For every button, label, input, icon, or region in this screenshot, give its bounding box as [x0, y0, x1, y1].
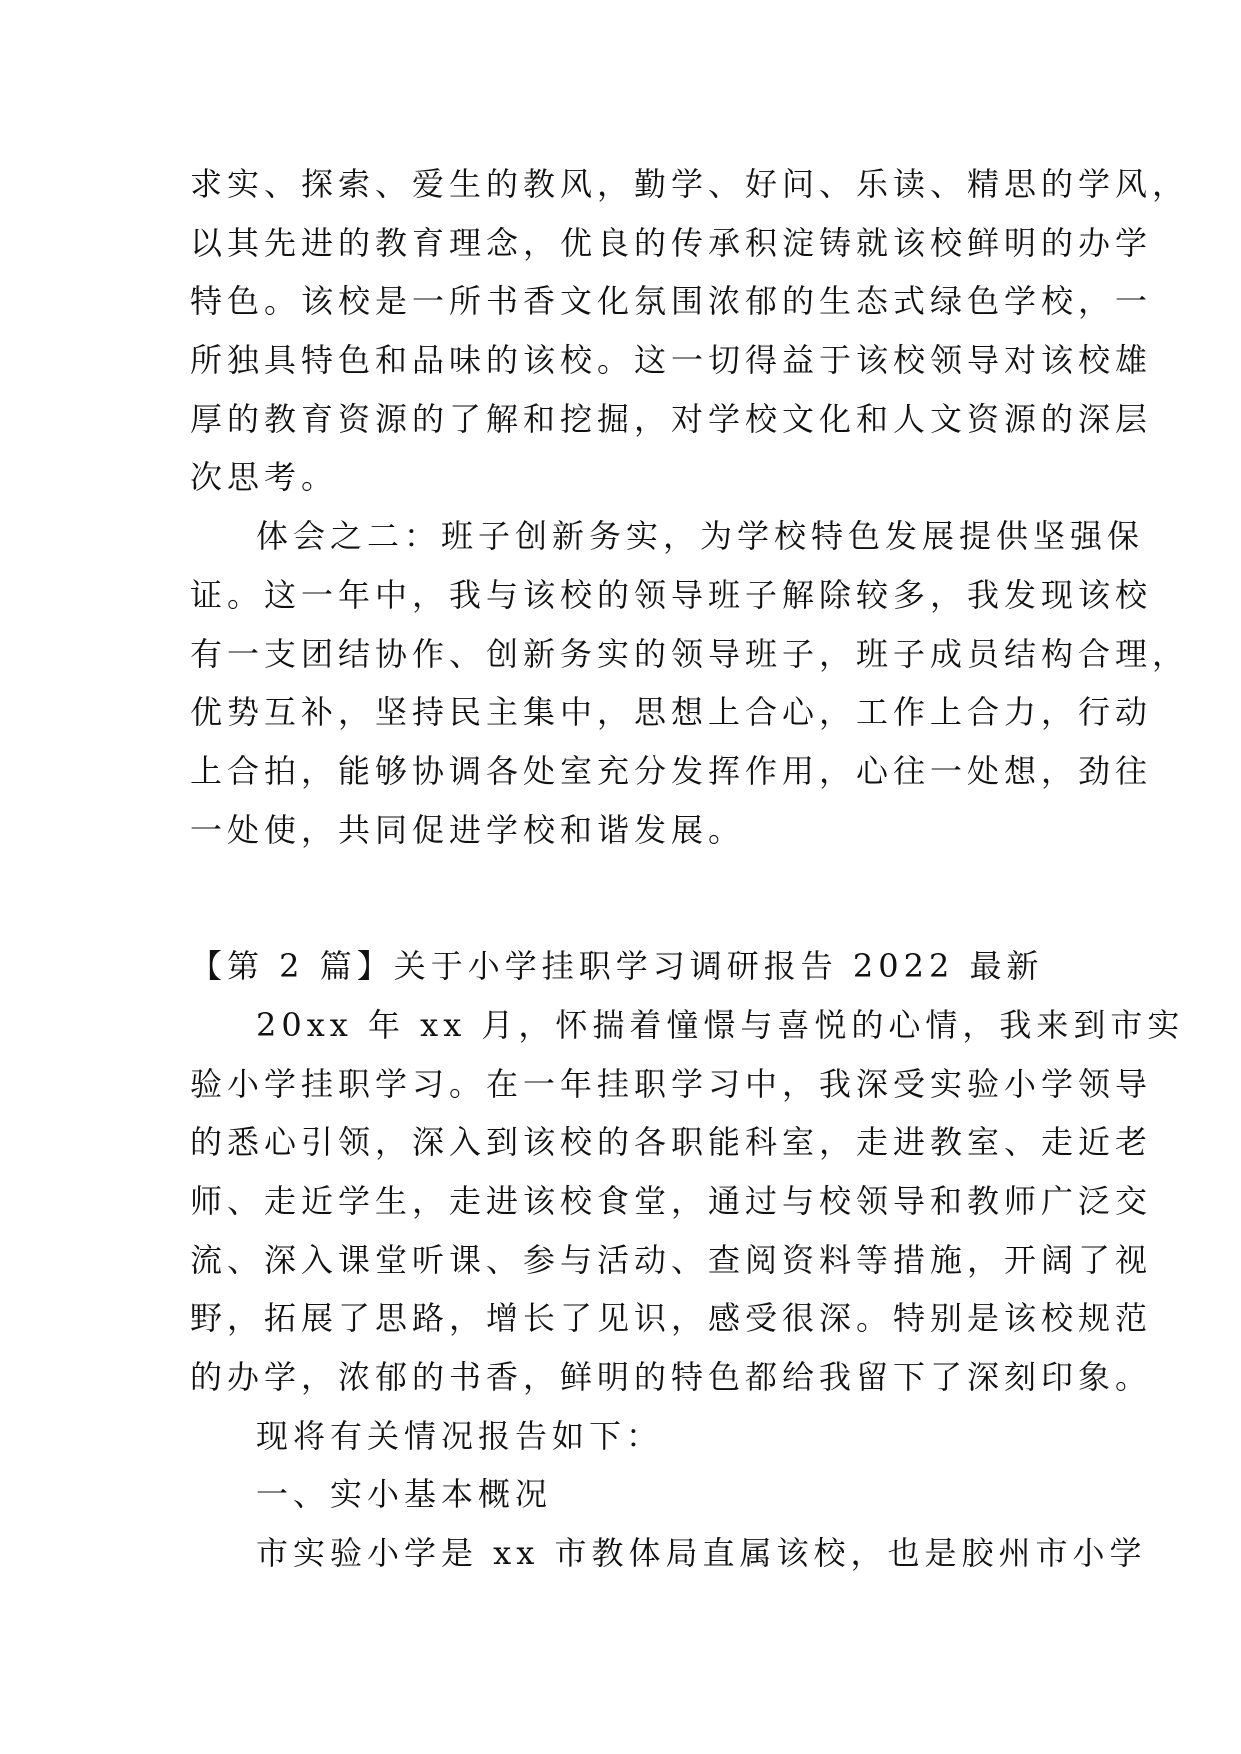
section-title: 一、实小基本概况: [256, 1475, 553, 1514]
text-line: 厚的教育资源的了解和挖掘，对学校文化和人文资源的深层: [190, 399, 1153, 438]
text-line: 20xx 年 xx 月，怀揣着憧憬与喜悦的心情，我来到市实: [256, 1005, 1185, 1044]
text-line: 上合拍，能够协调各处室充分发挥作用，心往一处想，劲往: [190, 751, 1153, 790]
document-body: [190, 155, 1190, 1583]
text-line: 师、走近学生，走进该校食堂，通过与校领导和教师广泛交: [190, 1182, 1153, 1220]
paragraph-school-culture: [190, 155, 1190, 507]
text-line: 验小学挂职学习。在一年挂职学习中，我深受实验小学领导: [190, 1064, 1153, 1103]
report-intro: 现将有关情况报告如下：: [256, 1416, 664, 1455]
text-line: 流、深入课堂听课、参与活动、查阅资料等措施，开阔了视: [190, 1240, 1153, 1279]
text-line: 以其先进的教育理念，优良的传承积淀铸就该校鲜明的办学: [190, 223, 1153, 262]
paragraph-leadership: [190, 507, 1190, 859]
text-line: 的悉心引领，深入到该校的各职能科室，走进教室、走近老: [190, 1123, 1153, 1162]
text-line: 证。这一年中，我与该校的领导班子解除较多，我发现该校: [190, 575, 1153, 614]
article-heading: 【第 2 篇】关于小学挂职学习调研报告 2022 最新: [190, 947, 1044, 986]
paragraph-intro: [190, 996, 1185, 1407]
paragraph-gap: [190, 859, 1060, 937]
text-line: 有一支团结协作、创新务实的领导班子，班子成员结构合理，: [190, 634, 1190, 673]
text-line: 所独具特色和品味的该校。这一切得益于该校领导对该校雄: [190, 341, 1153, 380]
text-line: 体会之二：班子创新务实，为学校特色发展提供坚强保: [256, 517, 1145, 556]
text-line: 求实、探索、爱生的教风，勤学、好问、乐读、精思的学风，: [190, 165, 1190, 203]
text-line: 的办学，浓郁的书香，鲜明的特色都给我留下了深刻印象。: [190, 1358, 1153, 1397]
text-line: 优势互补，坚持民主集中，思想上合心，工作上合力，行动: [190, 693, 1153, 732]
text-line: 野，拓展了思路，增长了见识，感受很深。特别是该校规范: [190, 1299, 1153, 1338]
text-line: 市实验小学是 xx 市教体局直属该校，也是胶州市小学: [256, 1534, 1147, 1573]
text-line: 特色。该校是一所书香文化氛围浓郁的生态式绿色学校，一: [190, 282, 1153, 321]
text-line: 一处使，共同促进学校和谐发展。: [190, 810, 746, 849]
text-line: 次思考。: [190, 458, 339, 497]
